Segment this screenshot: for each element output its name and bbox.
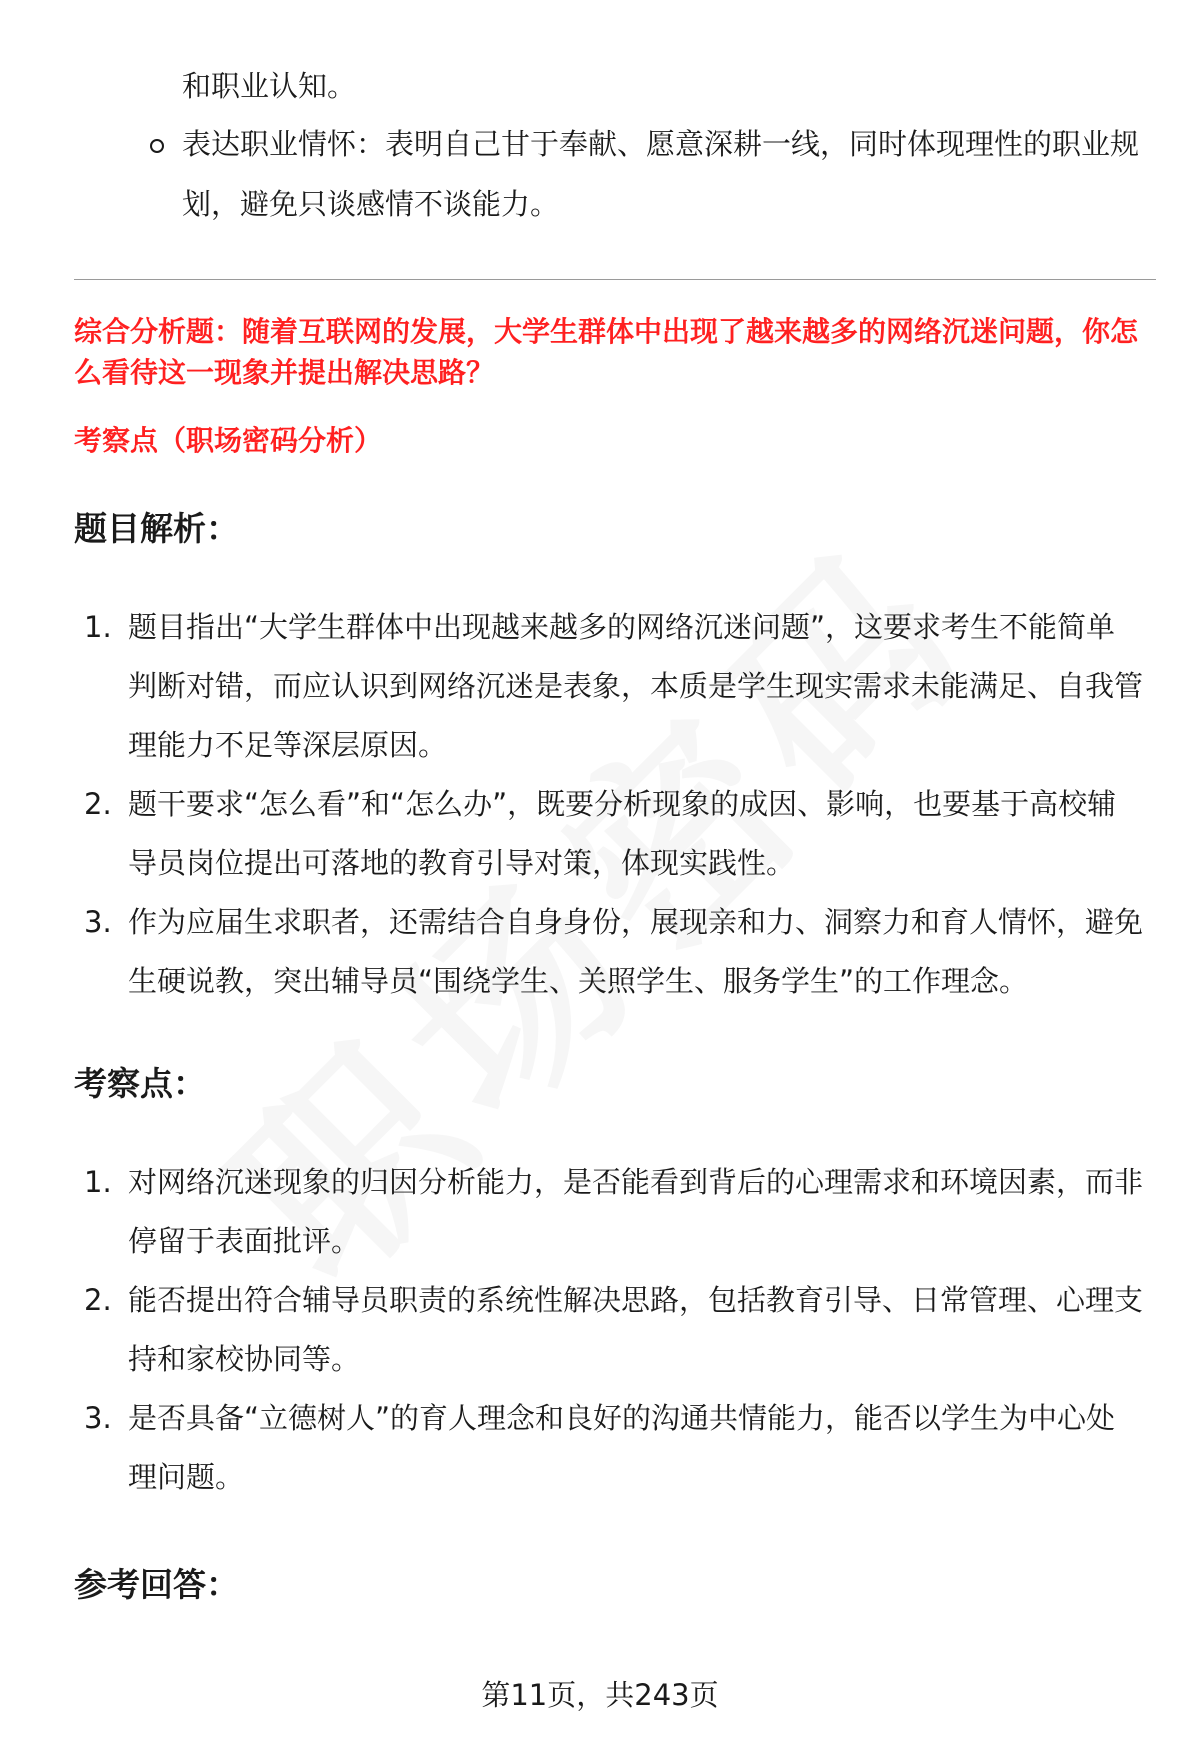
list-item-text: 对网络沉迷现象的归因分析能力，是否能看到背后的心理需求和环境因素，而非停留于表面批评。 xyxy=(128,1165,1144,1258)
list-number: 2. xyxy=(84,787,112,821)
question-title: 综合分析题：随着互联网的发展，大学生群体中出现了越来越多的网络沉迷问题，你怎么看待这一现象并提出解决思路？ xyxy=(74,315,1139,389)
list-item xyxy=(74,775,1144,893)
reference-heading: 参考回答： xyxy=(74,1565,239,1604)
list-item-text: 作为应届生求职者，还需结合自身身份，展现亲和力、洞察力和育人情怀，避免生硬说教，突出辅导员“围绕学生、关照学生、服务学生”的工作理念。 xyxy=(128,905,1144,998)
list-item xyxy=(74,1271,1144,1389)
circle-bullet-icon xyxy=(150,139,164,153)
analysis-list xyxy=(74,598,1144,1011)
exam-points-list xyxy=(74,1153,1144,1507)
list-number: 3. xyxy=(84,905,112,939)
list-item-text: 能否提出符合辅导员职责的系统性解决思路，包括教育引导、日常管理、心理支持和家校协同等。 xyxy=(128,1283,1144,1376)
section-divider xyxy=(74,279,1156,280)
bullet-continuation-text: 和职业认知。 xyxy=(182,69,357,103)
list-number: 3. xyxy=(84,1401,112,1435)
list-item xyxy=(74,1389,1144,1507)
list-item xyxy=(74,598,1144,775)
exam-point-label: 考察点（职场密码分析） xyxy=(74,424,383,457)
circle-bullet-text: 表达职业情怀：表明自己甘于奉献、愿意深耕一线，同时体现理性的职业规划，避免只谈感情不谈能力。 xyxy=(182,127,1140,221)
list-number: 2. xyxy=(84,1283,112,1317)
page-number: 第11页，共243页 xyxy=(481,1678,719,1712)
list-item-text: 题目指出“大学生群体中出现越来越多的网络沉迷问题”，这要求考生不能简单判断对错，而应认识到网络沉迷是表象，本质是学生现实需求未能满足、自我管理能力不足等深层原因。 xyxy=(128,610,1144,762)
analysis-heading: 题目解析： xyxy=(74,509,239,548)
list-number: 1. xyxy=(84,610,112,644)
list-item-text: 题干要求“怎么看”和“怎么办”，既要分析现象的成因、影响，也要基于高校辅导员岗位提出可落地的教育引导对策，体现实践性。 xyxy=(128,787,1117,880)
list-item xyxy=(74,893,1144,1011)
exam-points-heading: 考察点： xyxy=(74,1064,206,1103)
list-item xyxy=(74,1153,1144,1271)
list-item-text: 是否具备“立德树人”的育人理念和良好的沟通共情能力，能否以学生为中心处理问题。 xyxy=(128,1401,1116,1494)
list-number: 1. xyxy=(84,1165,112,1199)
